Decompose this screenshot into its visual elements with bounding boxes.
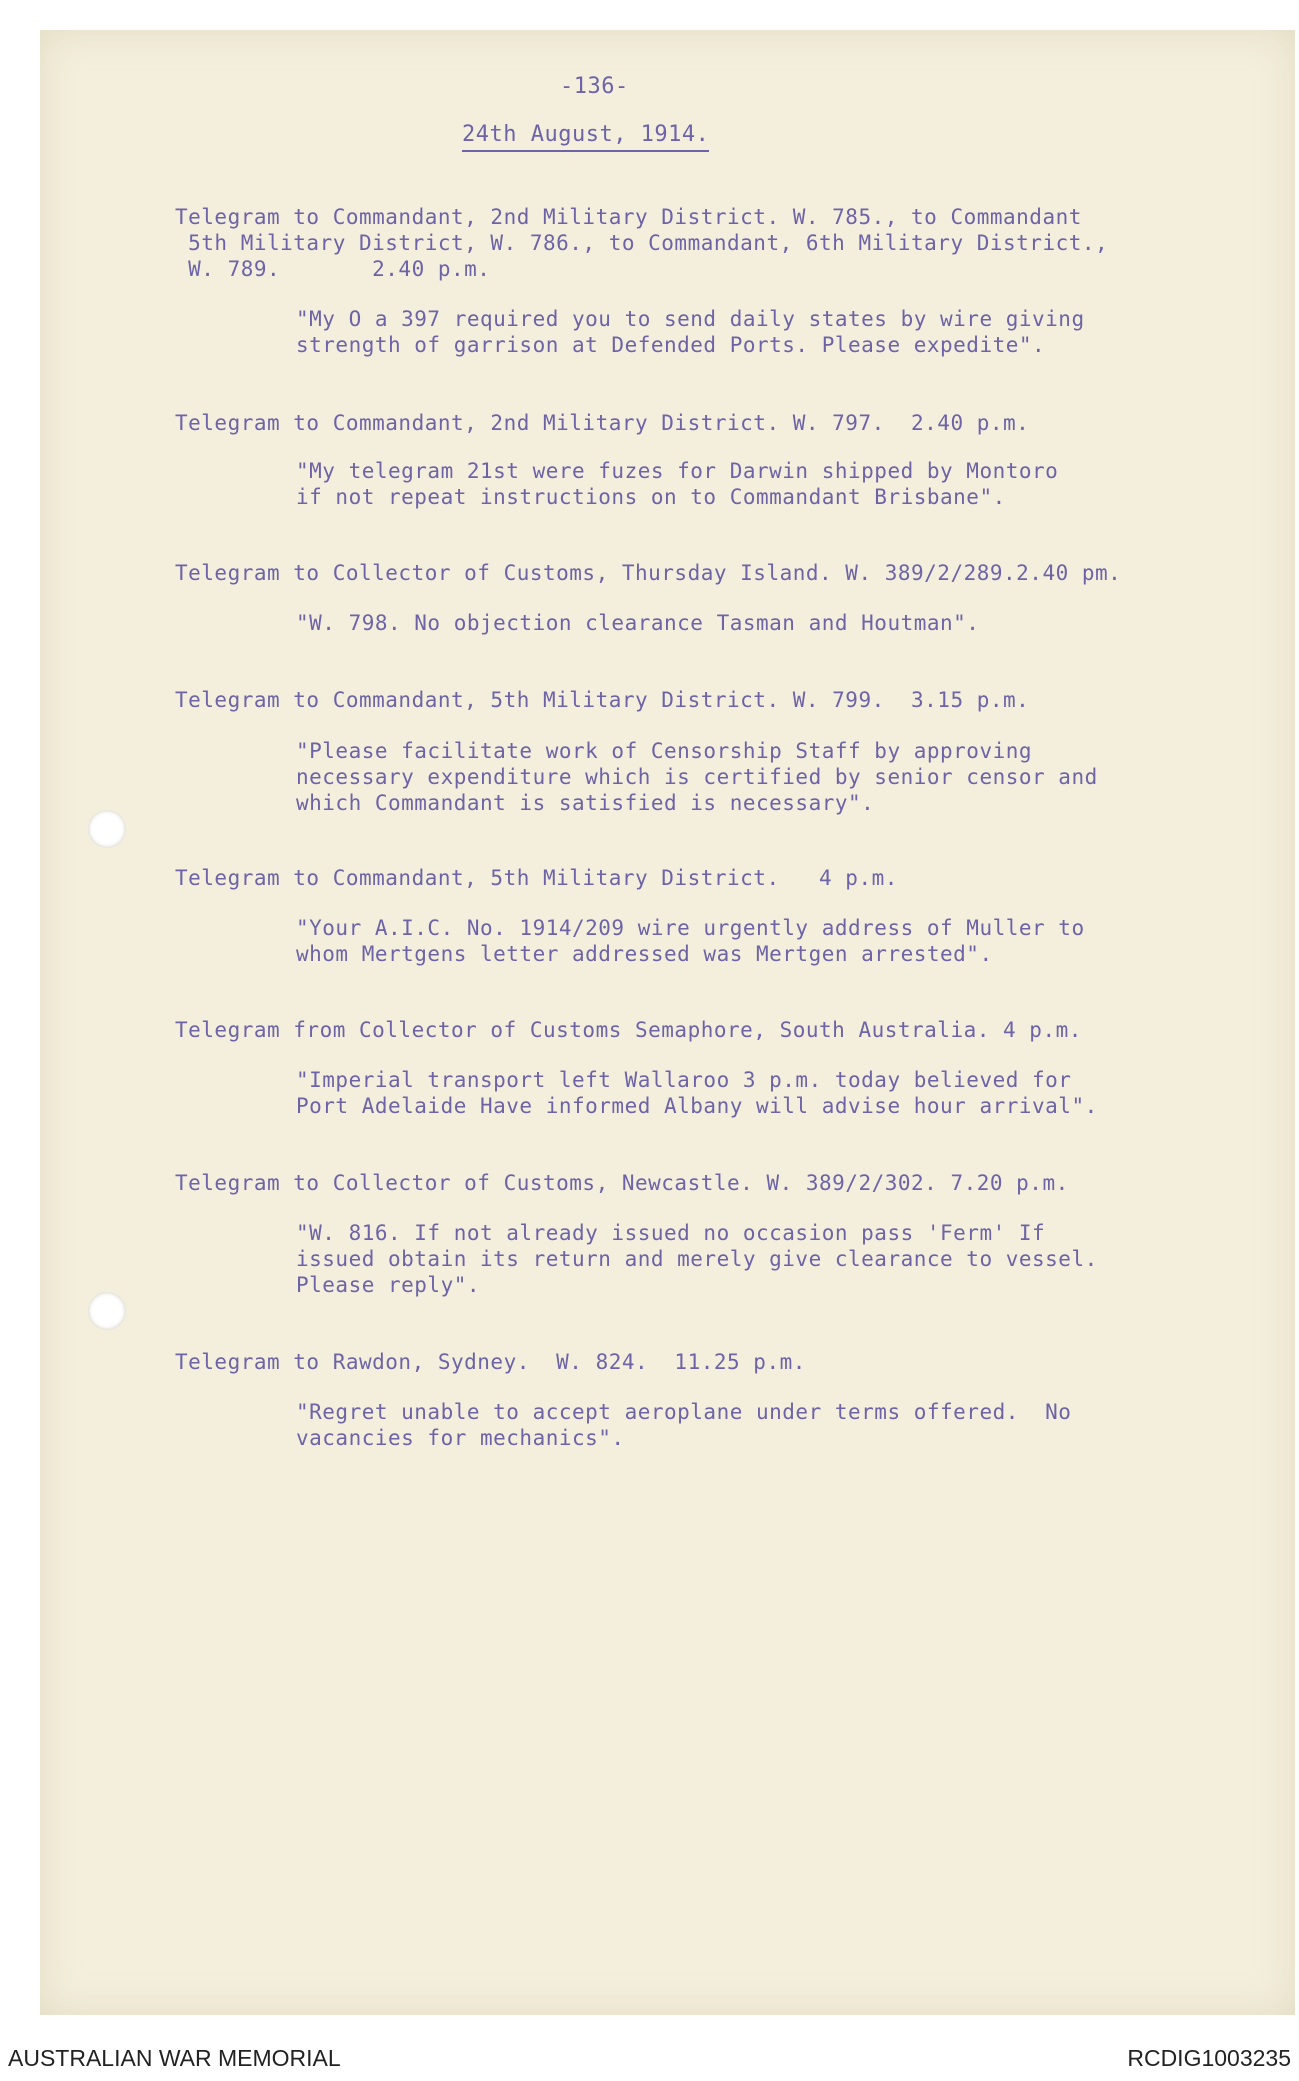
page-number: -136- [560,74,629,99]
entry-text: "Regret unable to accept aeroplane under terms offered. No vacancies for mechanics". [296,1400,1072,1450]
entry-text: "Please facilitate work of Censorship Staff by approving necessary expenditure which is certified by senior censor and which Commandant is satisfied is necessary". [296,739,1098,815]
entry-heading: Telegram to Collector of Customs, Newcastle. W. 389/2/302. 7.20 p.m. [175,1171,1069,1195]
entry-text: "W. 798. No objection clearance Tasman and Houtman". [296,611,980,635]
entry-text: "Your A.I.C. No. 1914/209 wire urgently address of Muller to whom Mertgens letter addressed was Mertgen arrested". [296,916,1085,966]
entry-text: "My telegram 21st were fuzes for Darwin shipped by Montoro if not repeat instructions on to Commandant Brisbane". [296,459,1059,509]
entry-heading: Telegram to Commandant, 2nd Military District. W. 785., to Commandant 5th Military District, W. 786., to Commandant, 6th Military District., W. 789. 2.40 p.m. [175,205,1109,281]
entry-heading: Telegram to Commandant, 2nd Military District. W. 797. 2.40 p.m. [175,411,1030,435]
entry-text: "My O a 397 required you to send daily states by wire giving strength of garrison at Defended Ports. Please expedite". [296,307,1085,357]
record-id-label: RCDIG1003235 [1127,2045,1291,2071]
date-heading: 24th August, 1914. [462,122,709,152]
entry-heading: Telegram to Commandant, 5th Military District. W. 799. 3.15 p.m. [175,688,1030,712]
entry-heading: Telegram to Rawdon, Sydney. W. 824. 11.25 p.m. [175,1350,806,1374]
entry-heading: Telegram to Commandant, 5th Military District. 4 p.m. [175,866,898,890]
punch-hole [88,810,126,848]
entry-heading: Telegram to Collector of Customs, Thursday Island. W. 389/2/289.2.40 pm. [175,561,1122,585]
punch-hole [88,1292,126,1330]
entry-text: "Imperial transport left Wallaroo 3 p.m. today believed for Port Adelaide Have informed Albany will advise hour arrival". [296,1068,1098,1118]
entry-text: "W. 816. If not already issued no occasion pass 'Ferm' If issued obtain its return and merely give clearance to vessel. Please reply". [296,1221,1098,1297]
entry-heading: Telegram from Collector of Customs Semaphore, South Australia. 4 p.m. [175,1018,1082,1042]
archive-source-label: AUSTRALIAN WAR MEMORIAL [8,2045,341,2071]
